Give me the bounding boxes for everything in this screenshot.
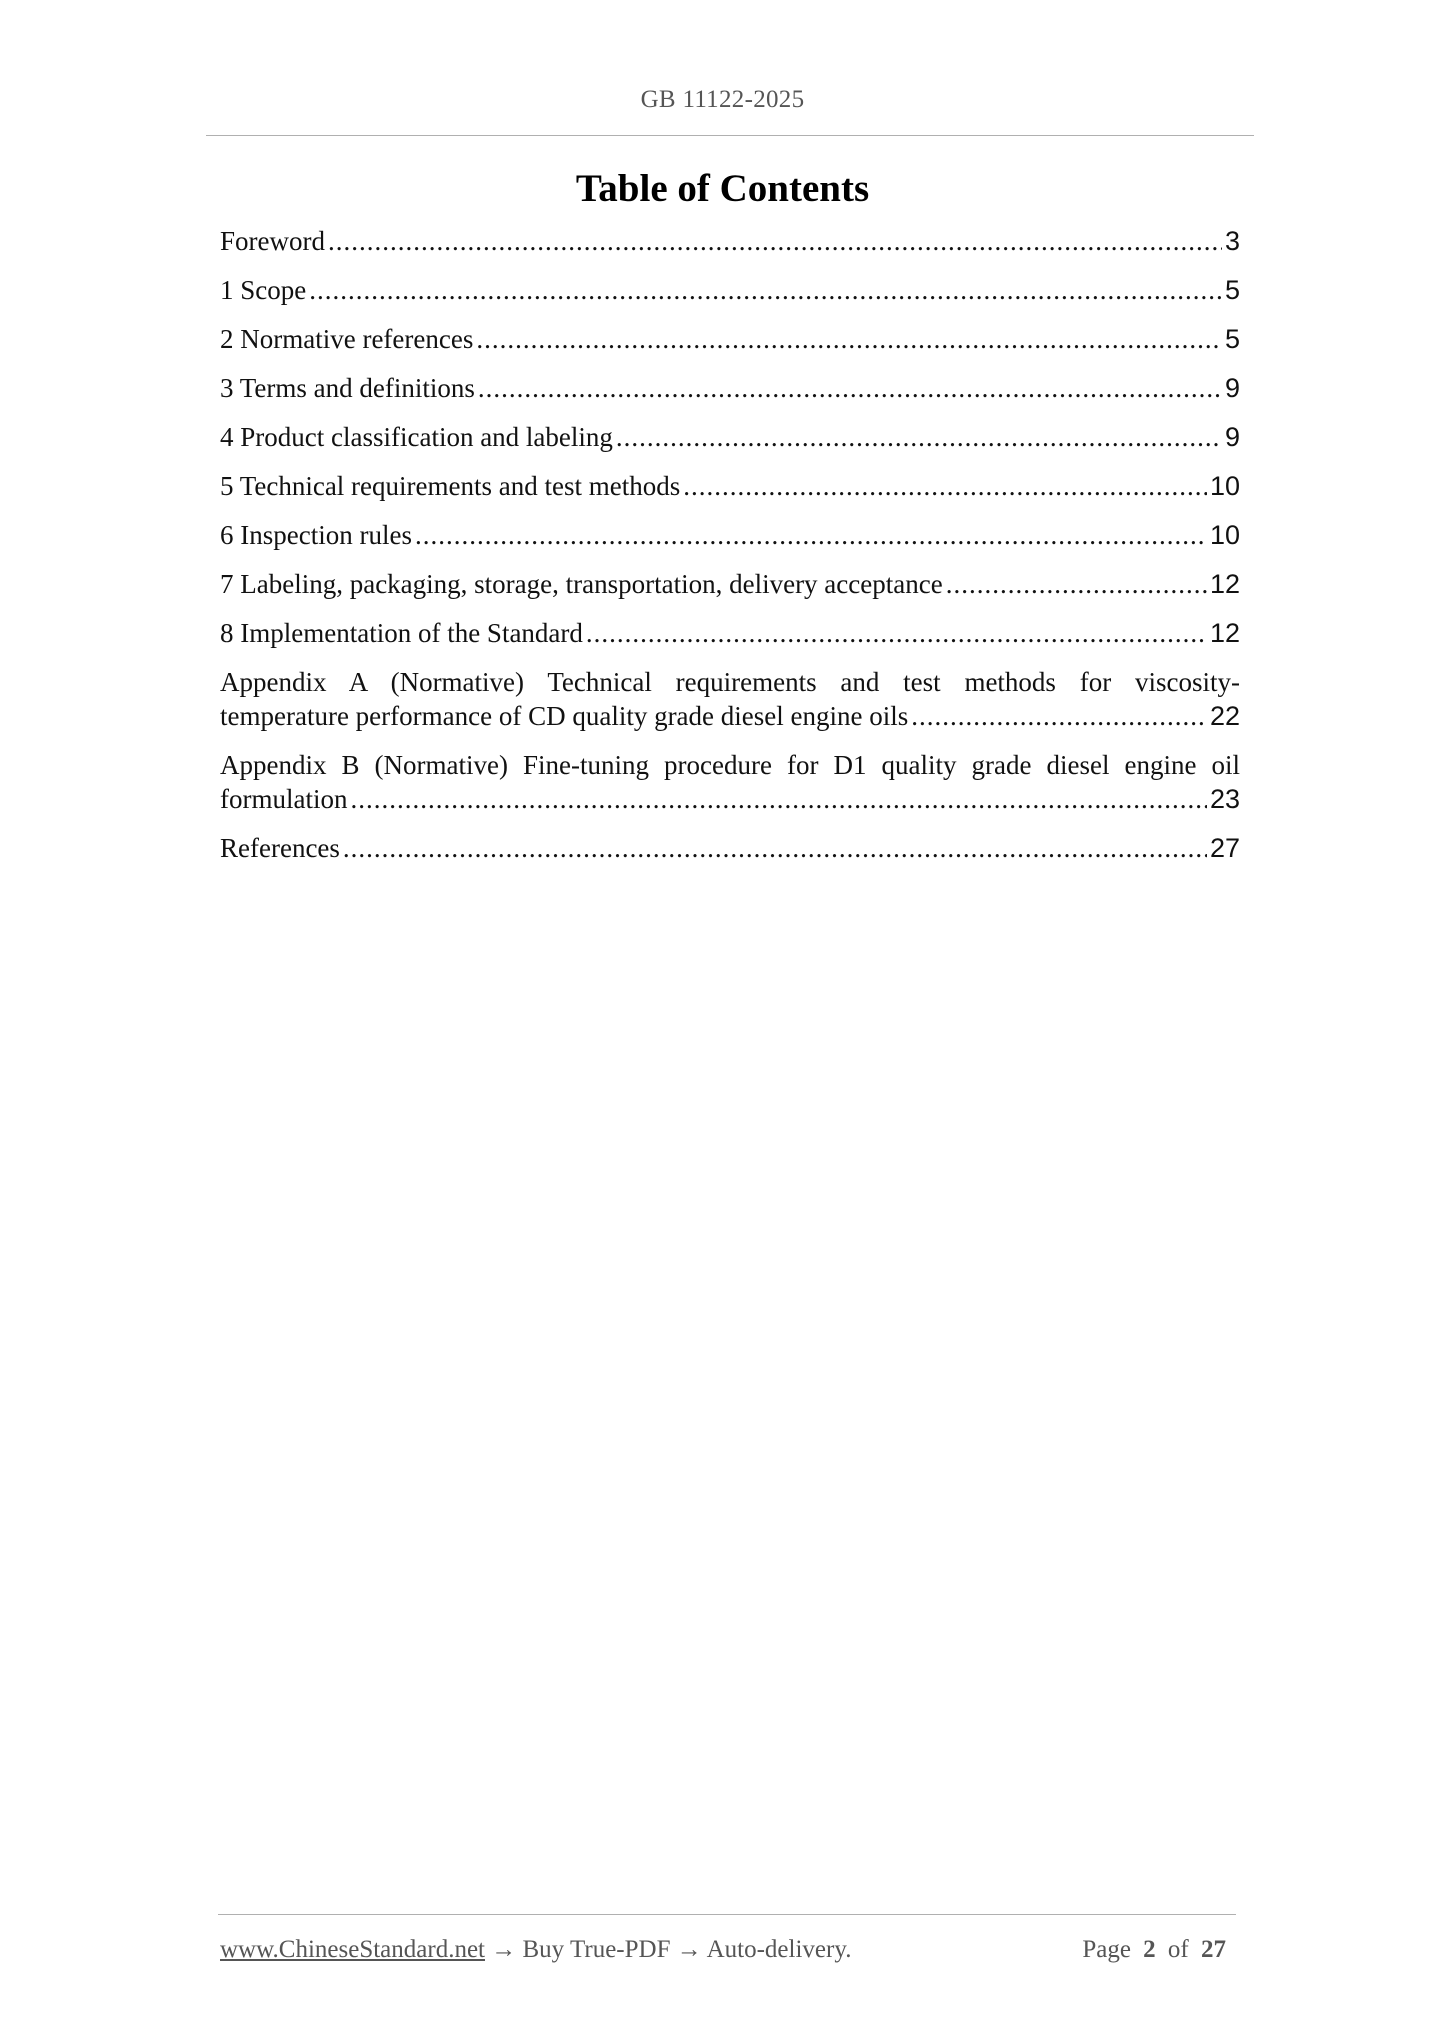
toc-entry-label-line1: Appendix A (Normative) Technical requirements and test methods for viscosity- (220, 667, 1240, 697)
footer-promo (220, 1936, 851, 1964)
toc-entry-labeling-packaging[interactable] (220, 567, 1240, 601)
table-of-contents (220, 224, 1240, 880)
toc-entry-implementation[interactable] (220, 616, 1240, 650)
toc-entry-page: 3 (1224, 226, 1240, 256)
toc-entry-label: 8 Implementation of the Standard (220, 618, 583, 648)
page-word: Page (1082, 1936, 1131, 1963)
page-footer (220, 1936, 1232, 1964)
of-word: of (1167, 1936, 1189, 1963)
toc-leader-dots (911, 699, 1207, 733)
toc-leader-dots (415, 518, 1207, 552)
toc-entry-page: 5 (1224, 275, 1240, 305)
toc-leader-dots (586, 616, 1207, 650)
site-link[interactable]: www.ChineseStandard.net (220, 1936, 485, 1963)
toc-entry-label: 2 Normative references (220, 324, 474, 354)
page-indicator (1082, 1936, 1232, 1964)
toc-leader-dots (476, 322, 1222, 356)
toc-leader-dots (478, 371, 1222, 405)
toc-entry-label: 3 Terms and definitions (220, 373, 475, 403)
toc-leader-dots (328, 224, 1222, 258)
toc-leader-dots (350, 782, 1206, 816)
footer-tagline: → Buy True-PDF → Auto-delivery. (485, 1936, 852, 1963)
toc-leader-dots (309, 273, 1222, 307)
toc-leader-dots (343, 831, 1207, 865)
toc-entry-label: 1 Scope (220, 275, 307, 305)
toc-entry-label: 7 Labeling, packaging, storage, transportation, delivery acceptance (220, 569, 943, 599)
toc-entry-label: References (220, 833, 340, 863)
toc-entry-appendix-a[interactable] (220, 665, 1240, 733)
toc-entry-technical-requirements[interactable] (220, 469, 1240, 503)
toc-entry-foreword[interactable] (220, 224, 1240, 258)
toc-entry-page: 23 (1209, 784, 1240, 814)
toc-title: Table of Contents (575, 167, 870, 210)
toc-entry-page: 10 (1209, 471, 1240, 501)
toc-entry-page: 9 (1224, 373, 1240, 403)
toc-entry-normative-references[interactable] (220, 322, 1240, 356)
toc-entry-label: 6 Inspection rules (220, 520, 412, 550)
toc-entry-page: 5 (1224, 324, 1240, 354)
toc-entry-product-classification[interactable] (220, 420, 1240, 454)
toc-entry-page: 9 (1224, 422, 1240, 452)
toc-entry-label: temperature performance of CD quality grade diesel engine oils (220, 701, 909, 731)
toc-entry-inspection-rules[interactable] (220, 518, 1240, 552)
toc-entry-appendix-b[interactable] (220, 748, 1240, 816)
toc-entry-page: 22 (1209, 701, 1240, 731)
header-divider (206, 135, 1254, 136)
toc-entry-page: 27 (1209, 833, 1240, 863)
toc-entry-page: 10 (1209, 520, 1240, 550)
toc-entry-page: 12 (1209, 569, 1240, 599)
toc-entry-scope[interactable] (220, 273, 1240, 307)
current-page-number: 2 (1143, 1936, 1156, 1963)
toc-entry-terms-definitions[interactable] (220, 371, 1240, 405)
toc-entry-label: Foreword (220, 226, 325, 256)
toc-entry-page: 12 (1209, 618, 1240, 648)
toc-leader-dots (946, 567, 1207, 601)
toc-entry-references[interactable] (220, 831, 1240, 865)
document-number-header: GB 11122-2025 (640, 86, 805, 113)
toc-entry-label: 4 Product classification and labeling (220, 422, 613, 452)
footer-divider (218, 1914, 1236, 1915)
total-page-count: 27 (1201, 1936, 1226, 1963)
toc-leader-dots (683, 469, 1207, 503)
toc-entry-label: 5 Technical requirements and test methods (220, 471, 681, 501)
toc-leader-dots (616, 420, 1222, 454)
toc-entry-label: formulation (220, 784, 348, 814)
toc-entry-label-line1: Appendix B (Normative) Fine-tuning procedure for D1 quality grade diesel engine oil (220, 750, 1240, 780)
